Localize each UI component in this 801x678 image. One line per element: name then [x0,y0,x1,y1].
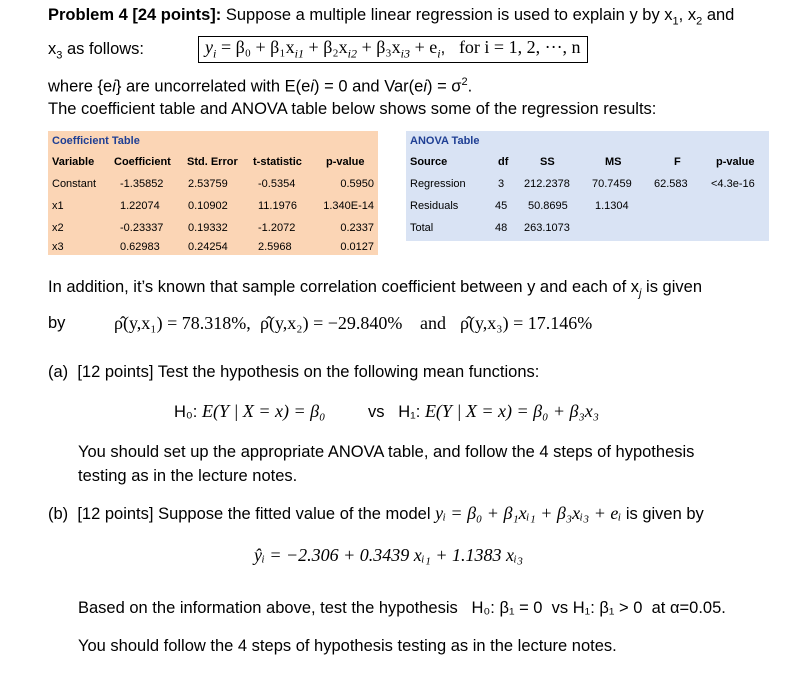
by-label: by [48,314,66,332]
table-cell: 50.8695 [528,200,568,212]
col-header-ms: MS [605,156,622,168]
col-header-coefficient: Coefficient [114,156,171,168]
part-b-text: [12 points] Suppose the fitted value of the model [77,505,431,523]
table-cell: 263.1073 [524,222,570,234]
table-cell: 2.5968 [258,241,292,253]
part-b [48,503,704,524]
corr-x2: ρ̂(y,x₂) = −29.840% [260,313,403,333]
part-b-text2: is given by [625,505,704,523]
corr-x1: ρ̂(y,x₁) = 78.318%, [114,313,251,333]
corr-x3: ρ̂(y,x₃) = 17.146% [460,313,593,333]
problem-and: and [706,6,735,24]
col-header-t-statistic: t-statistic [253,156,302,168]
part-b-h1: vs H₁: β₁ > 0 [551,599,643,617]
table-cell: 2.53759 [188,178,228,190]
table-cell: 0.62983 [120,241,160,253]
part-a-hypotheses: H₀: E(Y | X = x) = β₀ [174,401,326,421]
table-cell: 1.22074 [120,200,160,212]
table-cell: x1 [52,200,64,212]
col-header-anova-p-value: p-value [716,156,755,168]
col-header-source: Source [410,156,448,168]
table-cell: 3 [498,178,505,190]
part-a-instr2: testing as in the lecture notes. [78,467,298,485]
col-header-std-error: Std. Error [187,156,238,168]
table-cell: 0.10902 [188,200,228,212]
table-cell: -0.5354 [258,178,296,190]
col-header-p-value: p-value [326,156,365,168]
table-cell: 48 [495,222,508,234]
table-intro: The coefficient table and ANOVA table below shows some of the regression results: [48,100,657,118]
table-cell: 1.340E-14 [323,200,374,212]
table-cell: 0.0127 [340,241,374,253]
table-cell: Constant [52,178,97,190]
as-follows: as follows: [66,40,144,58]
correlation-line: In addition, it’s known that sample correlation coefficient between y and each of $x_j$ is given [48,278,702,300]
col-header-variable: Variable [52,156,95,168]
anova-table-title: ANOVA Table [410,135,480,147]
col-header-ss: SS [540,156,555,168]
col-header-f: F [674,156,681,168]
table-cell: 45 [495,200,508,212]
table-cell: Regression [410,178,466,190]
table-cell: Residuals [410,200,459,212]
anova-table [406,131,769,241]
table-cell: Total [410,222,434,234]
fitted-equation: ŷᵢ = −2.306 + 0.3439 xᵢ₁ + 1.1383 xᵢ₃ [254,545,524,565]
correlation-values [48,313,593,333]
part-b-test: Based on the information above, test the hypothesis H₀: β₁ = 0 vs H₁: β₁ > 0 at α=0.05. [78,599,726,617]
problem-intro: Suppose a multiple linear regression is used to explain y by x [225,6,673,24]
part-b-label: (b) [48,505,69,523]
table-cell: 70.7459 [592,178,632,190]
where-line: where {ei} are uncorrelated with E(ei) = 0 and $Var(ei) = \sigma^2$. [48,76,473,96]
table-cell: 212.2378 [524,178,570,190]
problem-intro-line2: $x_3$ as follows: [48,40,144,62]
table-cell: 0.19332 [188,222,228,234]
h1-equation: E(Y | X = x) = β₀ + β₃x₃ [424,401,599,421]
corr-and: and [420,313,446,333]
problem-heading: Problem 4 [24 points]: Suppose a multiple linear regression is used to explain y by $x_1$, $x_2$ and [48,6,735,28]
table-cell: 1.1304 [595,200,629,212]
table-cell: -1.35852 [120,178,164,190]
model-equation: $y_i = \beta_0 + \beta_1x_{i1} + \beta_2x_{i2} + \beta_3x_{i3} + e_i$, for i = 1, 2, ···, n [198,36,588,63]
part-a-text: [12 points] Test the hypothesis on the following mean functions: [77,363,540,381]
table-cell: 0.24254 [188,241,228,253]
part-a-instr1: You should set up the appropriate ANOVA table, and follow the 4 steps of hypothesis [78,443,695,461]
part-a-label: (a) [48,363,69,381]
coefficient-table [48,131,378,255]
coefficient-table-title: Coefficient Table [52,135,140,147]
table-cell: <4.3e-16 [711,178,755,190]
x3-label: x [48,40,57,58]
table-cell: -1.2072 [258,222,296,234]
part-b-h0: H₀: β₁ = 0 [471,599,543,617]
table-cell: x3 [52,241,64,253]
table-cell: 0.5950 [340,178,374,190]
part-a-h1: vs H₁: E(Y | X = x) = β₀ + β₃x₃ [368,401,599,421]
table-cell: x2 [52,222,64,234]
table-cell: -0.23337 [120,222,164,234]
problem-label: Problem 4 [24 points]: [48,6,222,24]
table-cell: 11.1976 [258,200,297,212]
table-cell: 62.583 [654,178,688,190]
table-cell: 0.2337 [340,222,374,234]
h0-equation: E(Y | X = x) = β₀ [201,401,326,421]
part-b-model: yᵢ = β₀ + β₁xᵢ₁ + β₃xᵢ₃ + eᵢ [435,503,622,523]
col-header-df: df [498,156,509,168]
part-b-alpha: at α=0.05. [651,599,726,617]
part-a [48,363,539,382]
part-b-instr: You should follow the 4 steps of hypothesis testing as in the lecture notes. [78,637,617,655]
